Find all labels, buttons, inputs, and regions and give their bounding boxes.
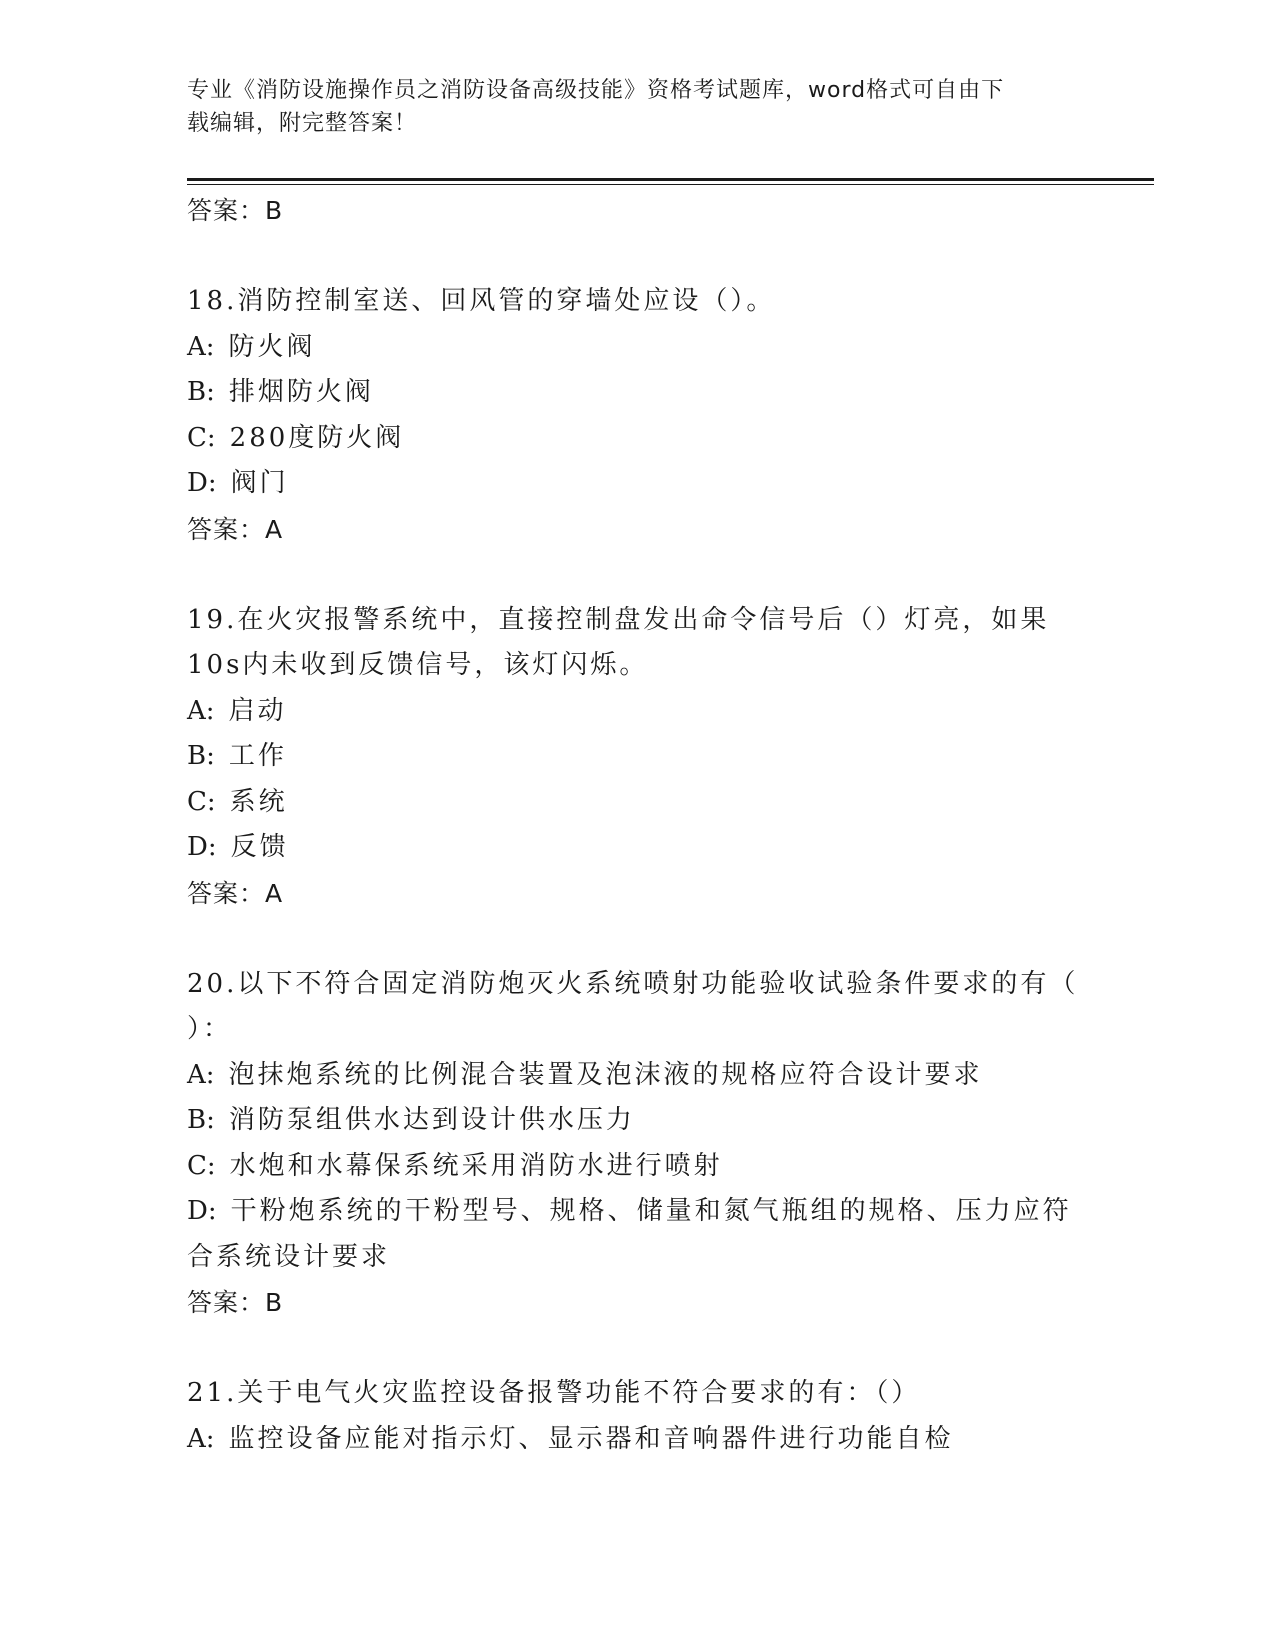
option-d [187, 825, 1087, 871]
option-key: C: [187, 786, 216, 817]
option-d [187, 1189, 1087, 1235]
answer-17: 答案：B [187, 196, 284, 225]
option-text: 系统 [229, 786, 288, 817]
option-key: B: [187, 1105, 215, 1135]
question-text: 18.消防控制室送、回风管的穿墙处应设（）。 [187, 286, 776, 316]
option-key: A: [187, 331, 215, 362]
page-header [187, 74, 1077, 140]
header-line-2: 载编辑，附完整答案！ [187, 111, 418, 136]
spacer [187, 234, 1087, 279]
question-text: 21.关于电气火灾监控设备报警功能不符合要求的有：（） [187, 1378, 921, 1408]
option-c [187, 780, 1087, 826]
option-text: 280度防火阀 [229, 422, 405, 453]
option-key: D: [187, 1196, 217, 1226]
option-key: A: [187, 695, 215, 726]
question-text-line-1: 19.在火灾报警系统中，直接控制盘发出命令信号后（）灯亮，如果 [187, 604, 1050, 635]
answer-19: 答案：A [187, 878, 284, 908]
option-text: 排烟防火阀 [228, 377, 374, 407]
option-text: 启动 [228, 695, 287, 726]
option-key: B: [187, 741, 215, 771]
document-body [187, 188, 1087, 1462]
question-text-line-1: 20.以下不符合固定消防炮灭火系统喷射功能验收试验条件要求的有（ [187, 968, 1079, 999]
spacer [187, 917, 1087, 962]
option-b [187, 370, 1087, 416]
option-text: 水炮和水幕保系统采用消防水进行喷射 [229, 1150, 723, 1181]
option-key: D: [187, 832, 217, 862]
option-text: 泡抹炮系统的比例混合装置及泡沫液的规格应符合设计要求 [228, 1059, 983, 1090]
question-20 [187, 962, 1087, 1327]
header-rule-thick [187, 178, 1154, 181]
option-a [187, 1053, 1087, 1099]
option-b [187, 734, 1087, 780]
question-21 [187, 1371, 1087, 1462]
option-a [187, 1417, 1087, 1463]
spacer [187, 553, 1087, 598]
option-text: 防火阀 [228, 331, 316, 362]
option-text: 阀门 [230, 468, 289, 498]
option-text: 工作 [228, 741, 287, 771]
option-text: 反馈 [230, 832, 289, 862]
option-text: 干粉炮系统的干粉型号、规格、储量和氮气瓶组的规格、压力应符 [230, 1196, 1072, 1226]
option-key: A: [187, 1423, 215, 1454]
header-rule-thin [187, 184, 1154, 185]
option-key: D: [187, 468, 217, 498]
option-key: C: [187, 422, 216, 453]
answer-20: 答案：B [187, 1288, 284, 1317]
question-text-line-2: 10s内未收到反馈信号，该灯闪烁。 [187, 650, 649, 680]
option-key: B: [187, 377, 215, 407]
option-key: A: [187, 1059, 215, 1090]
option-b [187, 1098, 1087, 1144]
question-19 [187, 598, 1087, 917]
option-c [187, 1144, 1087, 1190]
answer-18: 答案：A [187, 514, 284, 544]
header-line-1: 专业《消防设施操作员之消防设备高级技能》资格考试题库，word格式可自由下 [187, 78, 1005, 103]
option-c [187, 416, 1087, 462]
spacer [187, 1326, 1087, 1371]
option-d-continued: 合系统设计要求 [187, 1241, 391, 1272]
option-d [187, 461, 1087, 507]
option-a [187, 325, 1087, 371]
question-text-line-2: ）： [187, 1014, 233, 1044]
option-text: 监控设备应能对指示灯、显示器和音响器件进行功能自检 [228, 1423, 954, 1454]
option-a [187, 689, 1087, 735]
question-18 [187, 279, 1087, 553]
option-text: 消防泵组供水达到设计供水压力 [228, 1105, 635, 1135]
option-key: C: [187, 1150, 216, 1181]
